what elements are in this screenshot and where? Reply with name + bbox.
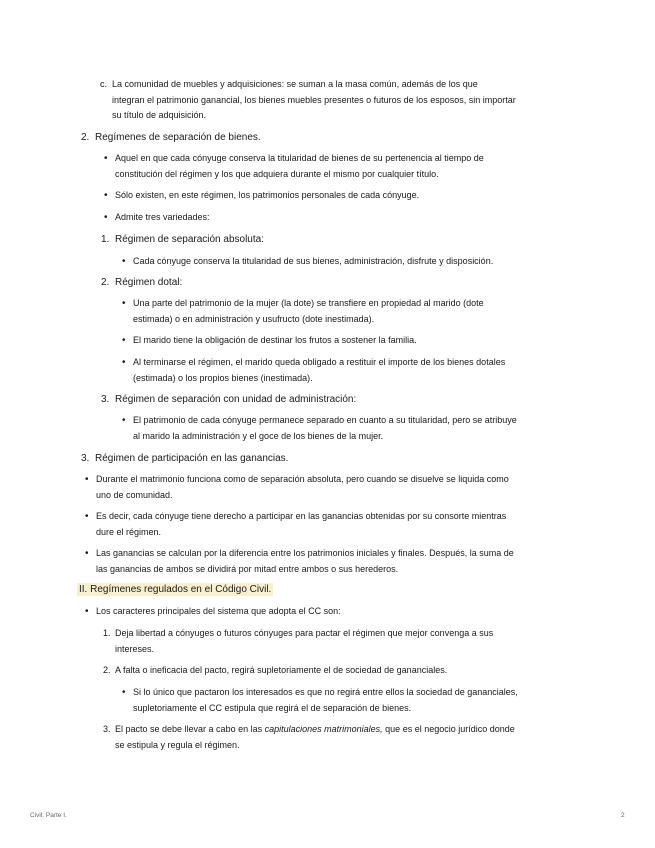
list-marker: 3. xyxy=(103,724,111,734)
bullet-item xyxy=(85,546,514,577)
bullet-icon: • xyxy=(122,335,126,346)
text-line xyxy=(115,722,515,738)
bullet-icon: • xyxy=(104,212,108,223)
bullet-item xyxy=(122,296,484,327)
bullet-item xyxy=(85,509,507,540)
heading-text: Régimen dotal: xyxy=(115,277,183,288)
list-marker: 1. xyxy=(103,628,111,638)
subheading-dotal xyxy=(101,275,183,290)
list-marker: 2. xyxy=(103,665,111,675)
text-line: Aquel en que cada cónyuge conserva la titularidad de bienes de su pertenencia al tiempo de xyxy=(115,153,484,163)
heading-text: Regímenes de separación de bienes. xyxy=(95,132,261,143)
bullet-icon: • xyxy=(122,298,126,309)
bullet-icon: • xyxy=(104,190,108,201)
text-segment: que es el negocio jurídico donde xyxy=(382,724,515,734)
list-marker: 2. xyxy=(81,132,90,143)
bullet-icon: • xyxy=(122,357,126,368)
bullet-item xyxy=(122,685,518,716)
text-line: (estimada) o los propios bienes (inestimada). xyxy=(133,372,313,383)
text-line: constitución del régimen y los que adquiera durante el mismo por cualquier título. xyxy=(115,168,439,179)
bullet-item xyxy=(122,254,494,270)
subheading-absoluta xyxy=(101,232,264,247)
text-line: su título de adquisición. xyxy=(112,110,207,120)
text-line: Es decir, cada cónyuge tiene derecho a participar en las ganancias obtenidas por su consorte mientras xyxy=(96,511,507,521)
list-item-c xyxy=(100,77,516,124)
heading-text: Régimen de participación en las ganancias. xyxy=(95,453,289,464)
list-marker: 3. xyxy=(81,453,90,464)
section-title: II. Regímenes regulados en el Código Civil. xyxy=(79,584,272,595)
text-line: se estipula y regula el régimen. xyxy=(115,739,240,750)
text-line: supletoriamente el CC estipula que regirá el de separación de bienes. xyxy=(133,702,412,713)
text-line: Cada cónyuge conserva la titularidad de sus bienes, administración, disfrute y disposición. xyxy=(133,256,494,266)
bullet-icon: • xyxy=(122,415,126,426)
subheading-unidad-administracion xyxy=(101,392,357,407)
text-line: uno de comunidad. xyxy=(96,489,173,500)
text-line: La comunidad de muebles y adquisiciones: se suman a la masa común, además de los que xyxy=(112,79,478,89)
text-line: Deja libertad a cónyuges o futuros cónyuges para pactar el régimen que mejor convenga a sus xyxy=(115,628,494,638)
bullet-item xyxy=(104,188,420,204)
bullet-item xyxy=(104,151,484,182)
numbered-item xyxy=(103,626,494,657)
numbered-item xyxy=(103,722,515,753)
text-line: Durante el matrimonio funciona como de separación absoluta, pero cuando se disuelve se liquida como xyxy=(96,474,509,484)
numbered-item xyxy=(103,663,448,679)
bullet-icon: • xyxy=(104,153,108,164)
heading-participacion xyxy=(81,451,289,466)
bullet-icon: • xyxy=(85,474,89,485)
list-marker: 3. xyxy=(101,394,110,405)
bullet-item xyxy=(104,210,210,226)
bullet-icon: • xyxy=(122,687,126,698)
text-segment: El pacto se debe llevar a cabo en las xyxy=(115,724,265,734)
text-line: Al terminarse el régimen, el marido queda obligado a restituir el importe de los bienes dotales xyxy=(133,357,506,367)
bullet-icon: • xyxy=(85,548,89,559)
text-line: El marido tiene la obligación de destinar los frutos a sostener la familia. xyxy=(133,335,417,345)
bullet-item xyxy=(122,355,506,386)
text-line: Admite tres variedades: xyxy=(115,212,210,222)
text-line: estimada) o en administración y usufructo (dote inestimada). xyxy=(133,313,375,324)
bullet-icon: • xyxy=(85,606,89,617)
text-line: A falta o ineficacia del pacto, regirá supletoriamente el de sociedad de gananciales. xyxy=(115,665,448,675)
text-line: Sólo existen, en este régimen, los patrimonios personales de cada cónyuge. xyxy=(115,190,420,200)
bullet-icon: • xyxy=(122,256,126,267)
text-line: al marido la administración y el goce de los bienes de la mujer. xyxy=(133,430,384,441)
text-line: dure el régimen. xyxy=(96,526,162,537)
italic-term: capitulaciones matrimoniales, xyxy=(264,724,383,734)
text-line: El patrimonio de cada cónyuge permanece separado en cuanto a su titularidad, pero se atribuye xyxy=(133,415,517,425)
text-line: las ganancias de ambos se dividirá por mitad entre ambos o sus herederos. xyxy=(96,563,399,574)
list-marker: 2. xyxy=(101,277,110,288)
heading-text: Régimen de separación con unidad de administración: xyxy=(115,394,357,405)
text-line: Las ganancias se calculan por la diferencia entre los patrimonios iniciales y finales. Después, la suma de xyxy=(96,548,514,558)
heading-text: Régimen de separación absoluta: xyxy=(115,234,264,245)
bullet-icon: • xyxy=(85,511,89,522)
list-marker: 1. xyxy=(101,234,110,245)
bullet-item xyxy=(122,333,417,349)
page-number: 2 xyxy=(621,812,625,819)
text-line: Los caracteres principales del sistema que adopta el CC son: xyxy=(96,606,341,616)
text-line: integran el patrimonio ganancial, los bienes muebles presentes o futuros de los esposos, sin importar xyxy=(112,94,516,105)
text-line: Una parte del patrimonio de la mujer (la dote) se transfiere en propiedad al marido (dote xyxy=(133,298,484,308)
footer-label: Civil: Parte I. xyxy=(30,812,67,819)
bullet-item xyxy=(85,604,341,620)
list-marker: c. xyxy=(100,79,108,89)
bullet-item xyxy=(122,413,517,444)
section-heading xyxy=(77,582,273,597)
bullet-item xyxy=(85,472,509,503)
text-line: intereses. xyxy=(115,643,155,654)
text-line: Si lo único que pactaron los interesados es que no regirá entre ellos la sociedad de gananciales, xyxy=(133,687,518,697)
heading-separacion xyxy=(81,130,261,145)
